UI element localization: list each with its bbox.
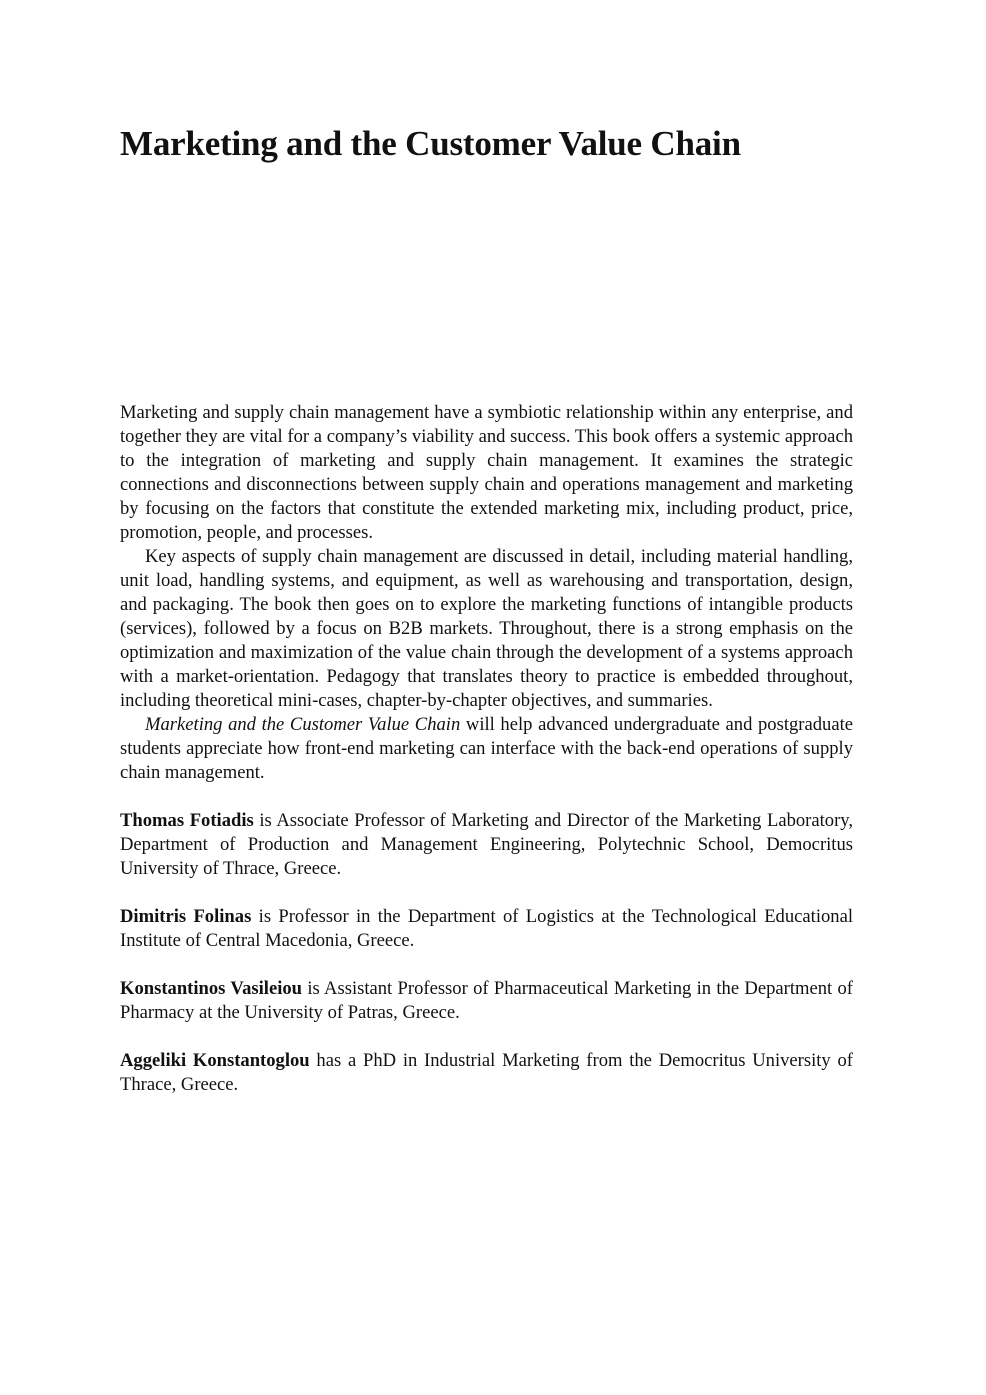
book-title-italic: Marketing and the Customer Value Chain (145, 714, 461, 735)
author-bio-2 (120, 905, 853, 953)
description-paragraph-3 (120, 713, 853, 785)
description-paragraph-1: Marketing and supply chain management have a symbiotic relationship within any enterprise, and together they are vital for a company’s viability and success. This book offers a systemic approach to the integration of marketing and supply chain management. It examines the strategic connections and disconnections between supply chain and operations management and marketing by focusing on the factors that constitute the extended marketing mix, including product, price, promotion, people, and processes. (120, 402, 853, 543)
author-name: Aggeliki Konstantoglou (120, 1050, 310, 1071)
author-bio-text: is Associate Professor of Marketing and Director of the Marketing Laboratory, Department of Production and Management Engineering, Polytechnic School, Democritus University of Thrace, Greece. (120, 810, 853, 879)
description-paragraph-3-text: will help advanced undergraduate and postgraduate students appreciate how front-end marketing can interface with the back-end operations of supply chain management. (120, 714, 853, 783)
author-bio-text: is Assistant Professor of Pharmaceutical Marketing in the Department of Pharmacy at the University of Patras, Greece. (120, 978, 853, 1023)
author-bio-3 (120, 977, 853, 1025)
page-title: Marketing and the Customer Value Chain (120, 124, 741, 163)
description-paragraph-2: Key aspects of supply chain management are discussed in detail, including material handling, unit load, handling systems, and equipment, as well as warehousing and transportation, design, and packaging. The book then goes on to explore the marketing functions of intangible products (services), followed by a focus on B2B markets. Throughout, there is a strong emphasis on the optimization and maximization of the value chain through the development of a systems approach with a market-orientation. Pedagogy that translates theory to practice is embedded throughout, including theoretical mini-cases, chapter-by-chapter objectives, and summaries. (120, 546, 853, 711)
author-bio-1 (120, 809, 853, 881)
author-name: Thomas Fotiadis (120, 810, 254, 831)
author-bio-text: has a PhD in Industrial Marketing from the Democritus University of Thrace, Greece. (120, 1050, 853, 1095)
author-name: Konstantinos Vasileiou (120, 978, 303, 999)
book-description (120, 401, 853, 1097)
author-bio-4 (120, 1049, 853, 1097)
author-bio-text: is Professor in the Department of Logistics at the Technological Educational Institute of Central Macedonia, Greece. (120, 906, 854, 951)
author-name: Dimitris Folinas (120, 906, 252, 927)
